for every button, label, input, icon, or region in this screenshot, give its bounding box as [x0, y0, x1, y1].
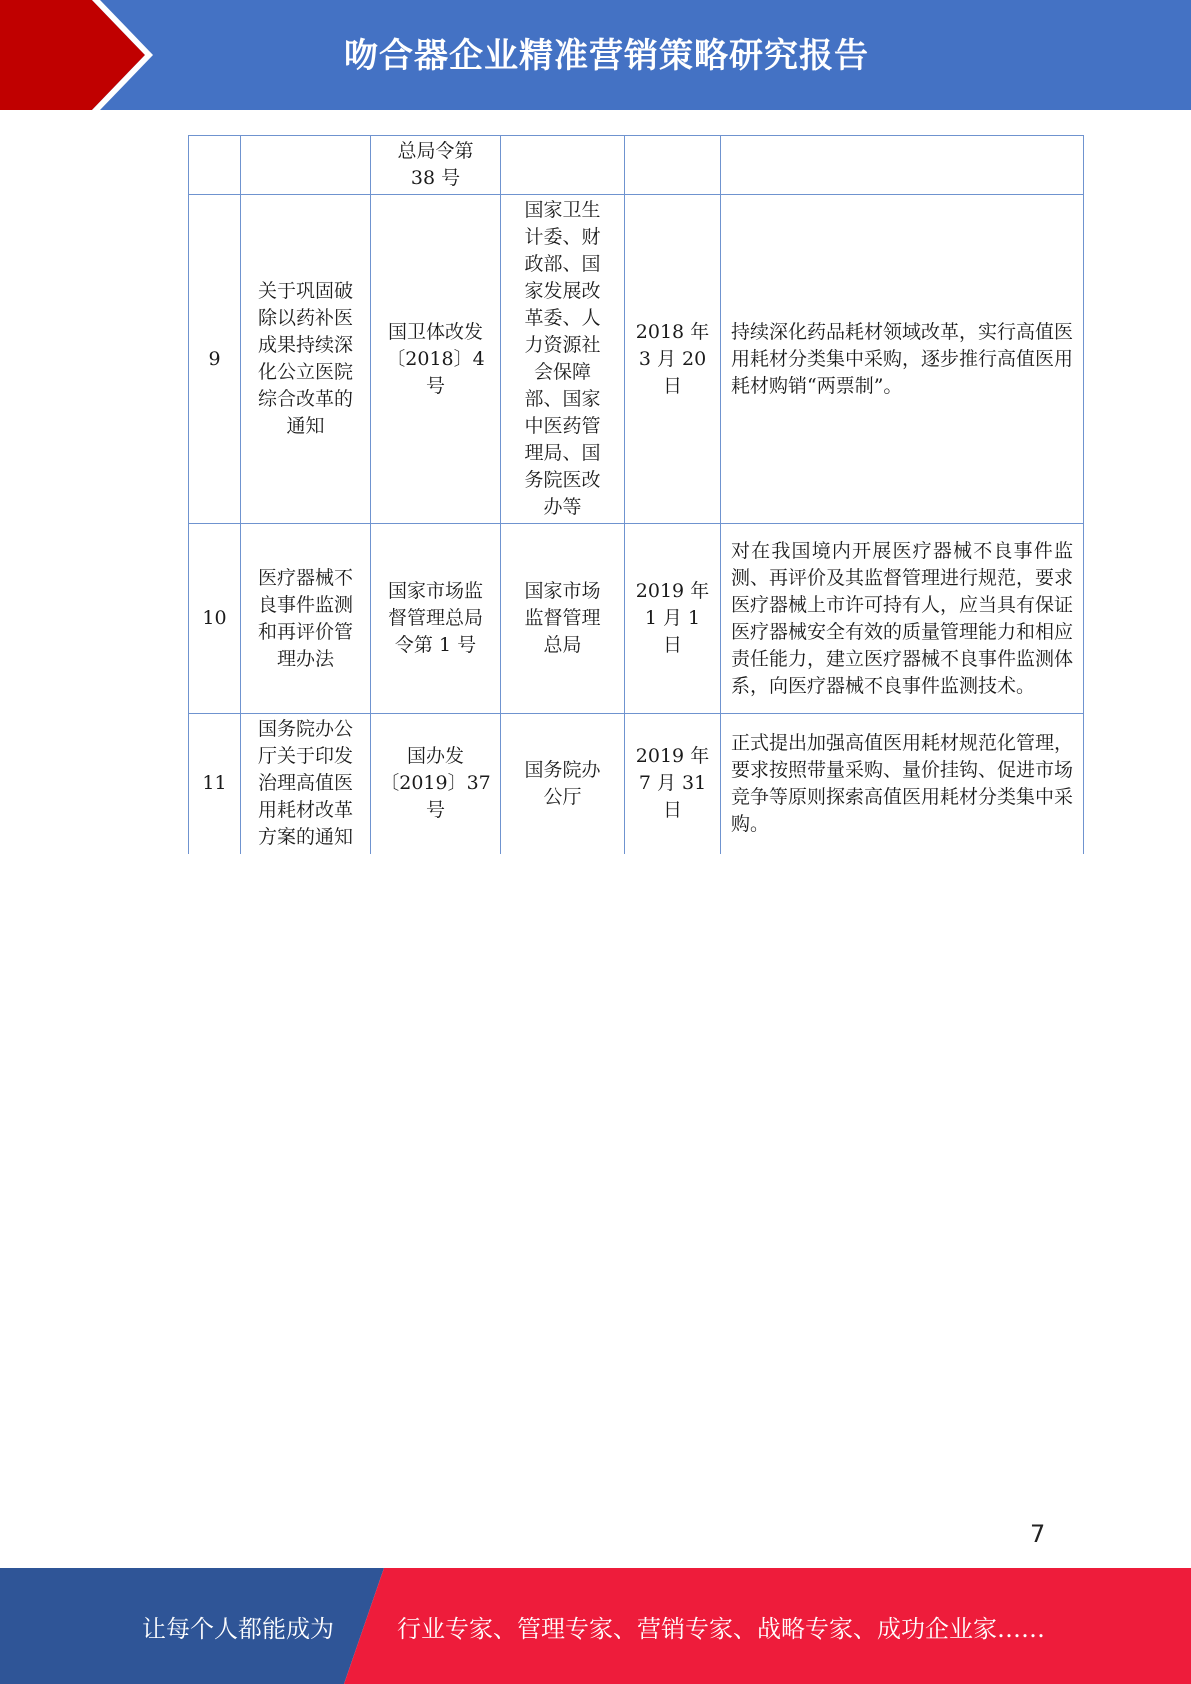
cell-issuer: 国家卫生 计委、财 政部、国 家发展改 革委、人 力资源社 会保障 部、国家 中医药管 理局、国 务院医改 办等 — [501, 195, 625, 524]
cell-date: 2018 年 3 月 20 日 — [625, 195, 721, 524]
table-row — [189, 524, 1084, 714]
cell-date: 2019 年 1 月 1 日 — [625, 524, 721, 714]
cell-name: 医疗器械不 良事件监测 和再评价管 理办法 — [241, 524, 371, 714]
footer-banner — [0, 1568, 1191, 1684]
cell-content: 对在我国境内开展医疗器械不良事件监测、再评价及其监督管理进行规范，要求医疗器械上市许可持有人，应当具有保证医疗器械安全有效的质量管理能力和相应责任能力，建立医疗器械不良事件监测体系，向医疗器械不良事件监测技术。 — [721, 524, 1084, 714]
policy-table-container — [188, 135, 1083, 854]
cell-no — [189, 136, 241, 195]
cell-name: 关于巩固破 除以药补医 成果持续深 化公立医院 综合改革的 通知 — [241, 195, 371, 524]
cell-issuer: 国务院办 公厅 — [501, 714, 625, 854]
cell-date — [625, 136, 721, 195]
cell-content: 正式提出加强高值医用耗材规范化管理，要求按照带量采购、量价挂钩、促进市场竞争等原则探索高值医用耗材分类集中采购。 — [721, 714, 1084, 854]
cell-issuer — [501, 136, 625, 195]
table-row — [189, 195, 1084, 524]
cell-doc: 国家市场监 督管理总局 令第 1 号 — [371, 524, 501, 714]
cell-name: 国务院办公 厅关于印发 治理高值医 用耗材改革 方案的通知 — [241, 714, 371, 854]
cell-doc: 国卫体改发 〔2018〕4 号 — [371, 195, 501, 524]
cell-content: 持续深化药品耗材领域改革，实行高值医用耗材分类集中采购，逐步推行高值医用耗材购销“两票制”。 — [721, 195, 1084, 524]
cell-doc: 国办发 〔2019〕37 号 — [371, 714, 501, 854]
cell-name — [241, 136, 371, 195]
policy-table — [188, 135, 1084, 854]
cell-no: 11 — [189, 714, 241, 854]
table-row-continued — [189, 136, 1084, 195]
cell-no: 10 — [189, 524, 241, 714]
report-title: 吻合器企业精准营销策略研究报告 — [344, 35, 869, 76]
cell-issuer: 国家市场 监督管理 总局 — [501, 524, 625, 714]
footer-slogan-right: 行业专家、管理专家、营销专家、战略专家、成功企业家…… — [397, 1614, 1045, 1643]
cell-doc: 总局令第 38 号 — [371, 136, 501, 195]
page-number: 7 — [1030, 1520, 1046, 1548]
footer-slogan-left: 让每个人都能成为 — [142, 1614, 334, 1643]
header-banner — [0, 0, 1191, 110]
cell-date: 2019 年 7 月 31 日 — [625, 714, 721, 854]
cell-content — [721, 136, 1084, 195]
table-row — [189, 714, 1084, 854]
cell-no: 9 — [189, 195, 241, 524]
